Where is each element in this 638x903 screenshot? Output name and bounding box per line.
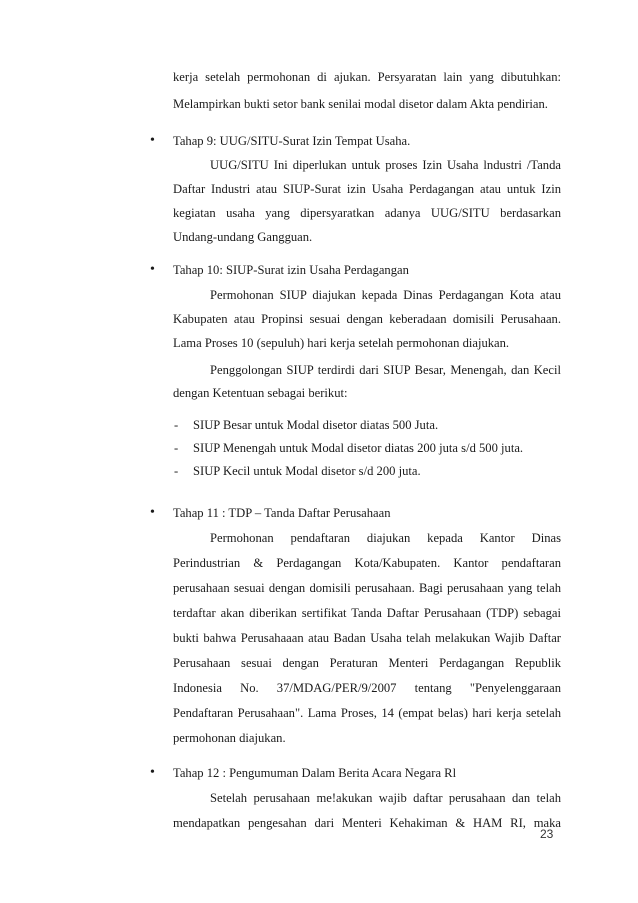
tahap11-line-6: Perusahaan sesuai dengan Peraturan Menteri Perdagangan Republik (173, 656, 561, 670)
tahap12-line-1: Setelah perusahaan me!akukan wajib daftar perusahaan dan telah (210, 791, 561, 805)
tahap10-line-1: Permohonan SIUP diajukan kepada Dinas Perdagangan Kota atau (210, 288, 561, 302)
tahap9-line-1: UUG/SITU Ini diperlukan untuk proses Izin Usaha lndustri /Tanda (210, 158, 561, 172)
bullet-icon (150, 765, 158, 773)
bullet-icon (150, 262, 158, 270)
tahap11-line-9: permohonan diajukan. (173, 731, 286, 745)
list-dash: - (174, 441, 179, 455)
tahap11-line-4: terdaftar akan diberikan sertifikat Tanda Daftar Perusahaan (TDP) sebagai (173, 606, 561, 620)
tahap10-line-3: Lama Proses 10 (sepuluh) hari kerja setelah permohonan diajukan. (173, 336, 510, 350)
tahap11-line-8: Pendaftaran Perusahaan". Lama Proses, 14 (empat belas) hari kerja setelah (173, 706, 561, 720)
intro-line-1: kerja setelah permohonan di ajukan. Persyaratan lain yang dibutuhkan: (173, 70, 561, 84)
intro-line-2: Melampirkan bukti setor bank senilai modal disetor dalam Akta pendirian. (173, 97, 548, 111)
siup-list-item-2: SIUP Menengah untuk Modal disetor diatas 200 juta s/d 500 juta. (193, 441, 524, 455)
tahap11-line-5: bukti bahwa Perusahaaan atau Badan Usaha telah melakukan Wajib Daftar (173, 631, 561, 645)
tahap9-heading: Tahap 9: UUG/SITU-Surat Izin Tempat Usaha. (173, 134, 411, 148)
tahap9-line-2: Daftar Industri atau SIUP-Surat izin Usaha Perdagangan atau untuk Izin (173, 182, 561, 196)
tahap11-line-3: perusahaan sesuai dengan domisili perusahaan. Bagi perusahaan yang telah (173, 581, 561, 595)
page-number: 23 (540, 827, 554, 841)
tahap9-line-4: Undang-undang Gangguan. (173, 230, 313, 244)
tahap10-heading: Tahap 10: SIUP-Surat izin Usaha Perdagangan (173, 263, 409, 277)
tahap12-heading: Tahap 12 : Pengumuman Dalam Berita Acara Negara Rl (173, 766, 457, 780)
tahap11-line-2: Perindustrian & Perdagangan Kota/Kabupaten. Kantor pendaftaran (173, 556, 561, 570)
tahap9-line-3: kegiatan usaha yang dipersyaratkan adanya UUG/SITU berdasarkan (173, 206, 561, 220)
tahap12-line-2: mendapatkan pengesahan dari Menteri Kehakiman & HAM RI, maka (173, 816, 561, 830)
tahap11-line-7: Indonesia No. 37/MDAG/PER/9/2007 tentang "Penyelenggaraan (173, 681, 561, 695)
tahap10-para2-line-2: dengan Ketentuan sebagai berikut: (173, 386, 348, 400)
bullet-icon (150, 505, 158, 513)
tahap10-line-2: Kabupaten atau Propinsi sesuai dengan keberadaan domisili Perusahaan. (173, 312, 561, 326)
tahap11-line-1: Permohonan pendaftaran diajukan kepada Kantor Dinas (210, 531, 561, 545)
siup-list-item-1: SIUP Besar untuk Modal disetor diatas 500 Juta. (193, 418, 439, 432)
list-dash: - (174, 464, 179, 478)
siup-list-item-3: SIUP Kecil untuk Modal disetor s/d 200 juta. (193, 464, 421, 478)
list-dash: - (174, 418, 179, 432)
bullet-icon (150, 133, 158, 141)
tahap10-para2-line-1: Penggolongan SIUP terdirdi dari SIUP Besar, Menengah, dan Kecil (210, 363, 561, 377)
tahap11-heading: Tahap 11 : TDP – Tanda Daftar Perusahaan (173, 506, 391, 520)
